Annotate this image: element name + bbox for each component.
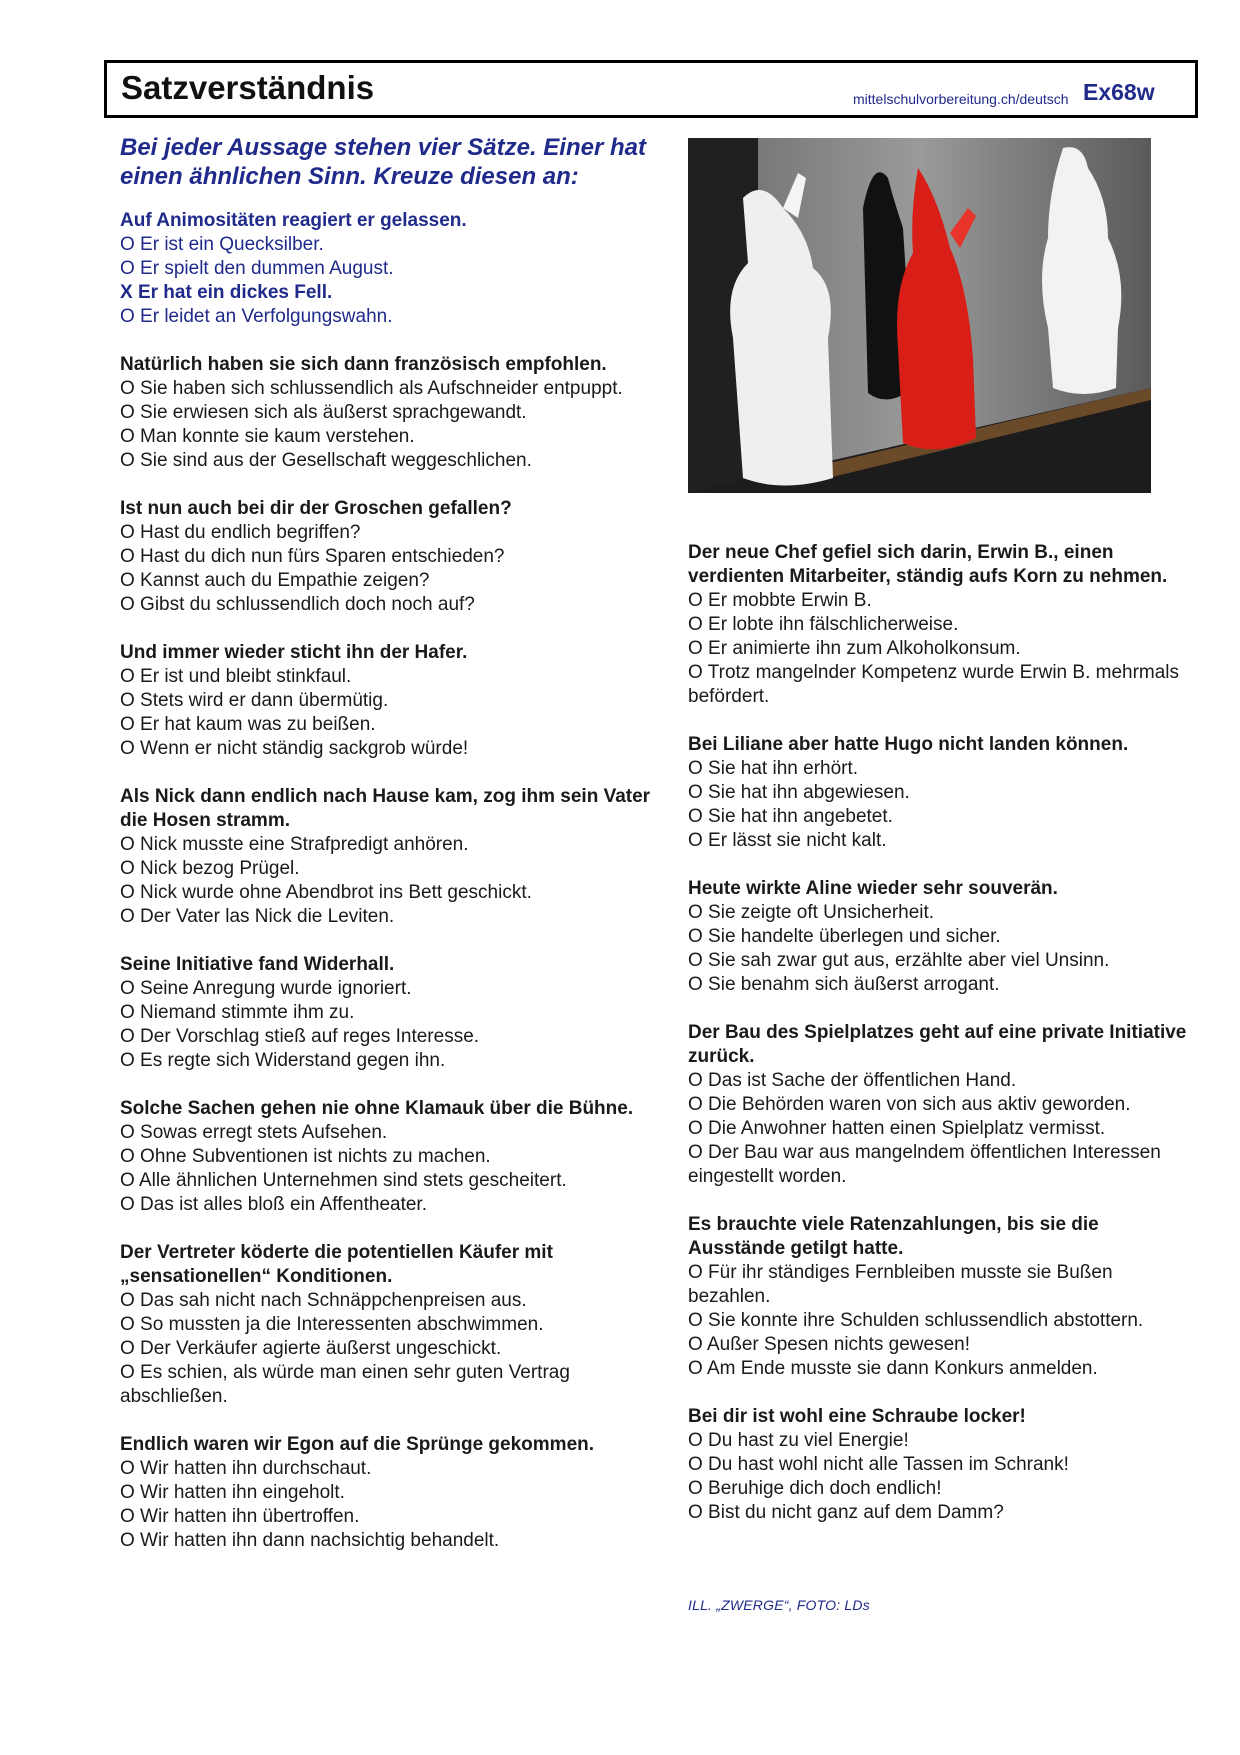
question: Endlich waren wir Egon auf die Sprünge gekommen. [120, 1434, 595, 1455]
question: Der Vertreter köderte die potentiellen Käufer mit „sensationellen“ Konditionen. [120, 1242, 553, 1287]
right-column [688, 541, 1188, 1549]
gnome-figures-illustration [688, 138, 1151, 493]
answer-option[interactable]: O Es schien, als würde man einen sehr guten Vertrag abschließen. [120, 1362, 570, 1407]
question: Und immer wieder sticht ihn der Hafer. [120, 642, 468, 663]
answer-option[interactable]: O Er mobbte Erwin B. [688, 590, 872, 611]
answer-option[interactable]: O Sie hat ihn abgewiesen. [688, 782, 910, 803]
answer-option[interactable]: O Alle ähnlichen Unternehmen sind stets gescheitert. [120, 1170, 567, 1191]
photo-caption: ILL. „ZWERGE“, FOTO: LDs [688, 1597, 870, 1613]
answer-option[interactable]: O Er spielt den dummen August. [120, 258, 394, 279]
answer-option[interactable]: O Es regte sich Widerstand gegen ihn. [120, 1050, 446, 1071]
page-title: Satzverständnis [121, 69, 375, 106]
question: Bei dir ist wohl eine Schraube locker! [688, 1406, 1026, 1427]
answer-option[interactable]: O Stets wird er dann übermütig. [120, 690, 389, 711]
answer-option[interactable]: O Wir hatten ihn dann nachsichtig behandelt. [120, 1530, 500, 1551]
question-block [120, 497, 660, 617]
question-block [688, 1405, 1188, 1525]
question-block [688, 877, 1188, 997]
answer-option[interactable]: O Er leidet an Verfolgungswahn. [120, 306, 393, 327]
answer-option[interactable]: O Sie benahm sich äußerst arrogant. [688, 974, 1000, 995]
answer-option[interactable]: O Der Bau war aus mangelndem öffentlichen Interessen eingestellt worden. [688, 1142, 1161, 1187]
question: Heute wirkte Aline wieder sehr souverän. [688, 878, 1058, 899]
answer-option[interactable]: O Wenn er nicht ständig sackgrob würde! [120, 738, 469, 759]
question-block [120, 641, 660, 761]
question: Es brauchte viele Ratenzahlungen, bis sie die Ausstände getilgt hatte. [688, 1214, 1099, 1259]
answer-option[interactable]: O Wir hatten ihn eingeholt. [120, 1482, 345, 1503]
answer-option[interactable]: O Nick bezog Prügel. [120, 858, 300, 879]
question: Bei Liliane aber hatte Hugo nicht landen können. [688, 734, 1129, 755]
answer-option[interactable]: O Für ihr ständiges Fernbleiben musste sie Bußen bezahlen. [688, 1262, 1113, 1307]
answer-option[interactable]: O Am Ende musste sie dann Konkurs anmelden. [688, 1358, 1098, 1379]
exercise-code: Ex68w [1083, 79, 1155, 105]
answer-option[interactable]: O Sie haben sich schlussendlich als Aufschneider entpuppt. [120, 378, 623, 399]
question: Seine Initiative fand Widerhall. [120, 954, 395, 975]
question: Der neue Chef gefiel sich darin, Erwin B., einen verdienten Mitarbeiter, ständig aufs Korn zu nehmen. [688, 542, 1168, 587]
answer-option[interactable]: O Nick wurde ohne Abendbrot ins Bett geschickt. [120, 882, 532, 903]
gnome-figures-photo [688, 138, 1151, 493]
question: Ist nun auch bei dir der Groschen gefallen? [120, 498, 512, 519]
answer-option[interactable]: O Nick musste eine Strafpredigt anhören. [120, 834, 469, 855]
answer-option[interactable]: O Beruhige dich doch endlich! [688, 1478, 942, 1499]
question-block [688, 1213, 1188, 1381]
answer-option[interactable]: O Er animierte ihn zum Alkoholkonsum. [688, 638, 1021, 659]
question-block [120, 785, 660, 929]
answer-option[interactable]: O Er ist und bleibt stinkfaul. [120, 666, 352, 687]
site-url[interactable]: mittelschulvorbereitung.ch/deutsch [853, 91, 1069, 107]
answer-option[interactable]: O Wir hatten ihn durchschaut. [120, 1458, 372, 1479]
answer-option[interactable]: O Die Behörden waren von sich aus aktiv geworden. [688, 1094, 1131, 1115]
answer-option[interactable]: O Sie hat ihn angebetet. [688, 806, 893, 827]
answer-option-checked[interactable]: X Er hat ein dickes Fell. [120, 282, 333, 303]
answer-option[interactable]: O Das ist alles bloß ein Affentheater. [120, 1194, 427, 1215]
answer-option[interactable]: O Er lässt sie nicht kalt. [688, 830, 887, 851]
left-column [120, 209, 660, 1577]
answer-option[interactable]: O Wir hatten ihn übertroffen. [120, 1506, 360, 1527]
answer-option[interactable]: O Sie erwiesen sich als äußerst sprachgewandt. [120, 402, 527, 423]
answer-option[interactable]: O Er hat kaum was zu beißen. [120, 714, 376, 735]
question: Natürlich haben sie sich dann französisch empfohlen. [120, 354, 607, 375]
question-block [688, 1021, 1188, 1189]
answer-option[interactable]: O Der Vater las Nick die Leviten. [120, 906, 395, 927]
answer-option[interactable]: O Sie konnte ihre Schulden schlussendlich abstottern. [688, 1310, 1144, 1331]
answer-option[interactable]: O Sie handelte überlegen und sicher. [688, 926, 1001, 947]
answer-option[interactable]: O Außer Spesen nichts gewesen! [688, 1334, 970, 1355]
answer-option[interactable]: O So mussten ja die Interessenten abschwimmen. [120, 1314, 544, 1335]
answer-option[interactable]: O Der Vorschlag stieß auf reges Interesse. [120, 1026, 480, 1047]
answer-option[interactable]: O Man konnte sie kaum verstehen. [120, 426, 415, 447]
answer-option[interactable]: O Er lobte ihn fälschlicherweise. [688, 614, 959, 635]
answer-option[interactable]: O Hast du endlich begriffen? [120, 522, 361, 543]
answer-option[interactable]: O Du hast wohl nicht alle Tassen im Schrank! [688, 1454, 1069, 1475]
example-block [120, 209, 660, 329]
answer-option[interactable]: O Kannst auch du Empathie zeigen? [120, 570, 430, 591]
instruction-text: Bei jeder Aussage stehen vier Sätze. Einer hat einen ähnlichen Sinn. Kreuze diesen an: [120, 134, 646, 190]
answer-option[interactable]: O Die Anwohner hatten einen Spielplatz vermisst. [688, 1118, 1106, 1139]
answer-option[interactable]: O Gibst du schlussendlich doch noch auf? [120, 594, 475, 615]
answer-option[interactable]: O Seine Anregung wurde ignoriert. [120, 978, 412, 999]
question-block [120, 1241, 660, 1409]
question-block [120, 1433, 660, 1553]
question: Als Nick dann endlich nach Hause kam, zog ihm sein Vater die Hosen stramm. [120, 786, 651, 831]
question-block [688, 541, 1188, 709]
answer-option[interactable]: O Trotz mangelnder Kompetenz wurde Erwin B. mehrmals befördert. [688, 662, 1180, 707]
answer-option[interactable]: O Sie sah zwar gut aus, erzählte aber viel Unsinn. [688, 950, 1110, 971]
question: Auf Animositäten reagiert er gelassen. [120, 210, 467, 231]
question-block [688, 733, 1188, 853]
answer-option[interactable]: O Sie zeigte oft Unsicherheit. [688, 902, 935, 923]
question: Der Bau des Spielplatzes geht auf eine private Initiative zurück. [688, 1022, 1187, 1067]
answer-option[interactable]: O Sie sind aus der Gesellschaft weggeschlichen. [120, 450, 532, 471]
answer-option[interactable]: O Das ist Sache der öffentlichen Hand. [688, 1070, 1017, 1091]
question-block [120, 1097, 660, 1217]
answer-option[interactable]: O Der Verkäufer agierte äußerst ungeschickt. [120, 1338, 502, 1359]
answer-option[interactable]: O Bist du nicht ganz auf dem Damm? [688, 1502, 1004, 1523]
answer-option[interactable]: O Er ist ein Quecksilber. [120, 234, 324, 255]
answer-option[interactable]: O Das sah nicht nach Schnäppchenpreisen aus. [120, 1290, 527, 1311]
question-block [120, 953, 660, 1073]
answer-option[interactable]: O Du hast zu viel Energie! [688, 1430, 909, 1451]
answer-option[interactable]: O Sie hat ihn erhört. [688, 758, 859, 779]
answer-option[interactable]: O Hast du dich nun fürs Sparen entschieden? [120, 546, 505, 567]
header-box [104, 60, 1198, 118]
answer-option[interactable]: O Niemand stimmte ihm zu. [120, 1002, 355, 1023]
answer-option[interactable]: O Ohne Subventionen ist nichts zu machen. [120, 1146, 491, 1167]
question-block [120, 353, 660, 473]
answer-option[interactable]: O Sowas erregt stets Aufsehen. [120, 1122, 388, 1143]
question: Solche Sachen gehen nie ohne Klamauk über die Bühne. [120, 1098, 634, 1119]
